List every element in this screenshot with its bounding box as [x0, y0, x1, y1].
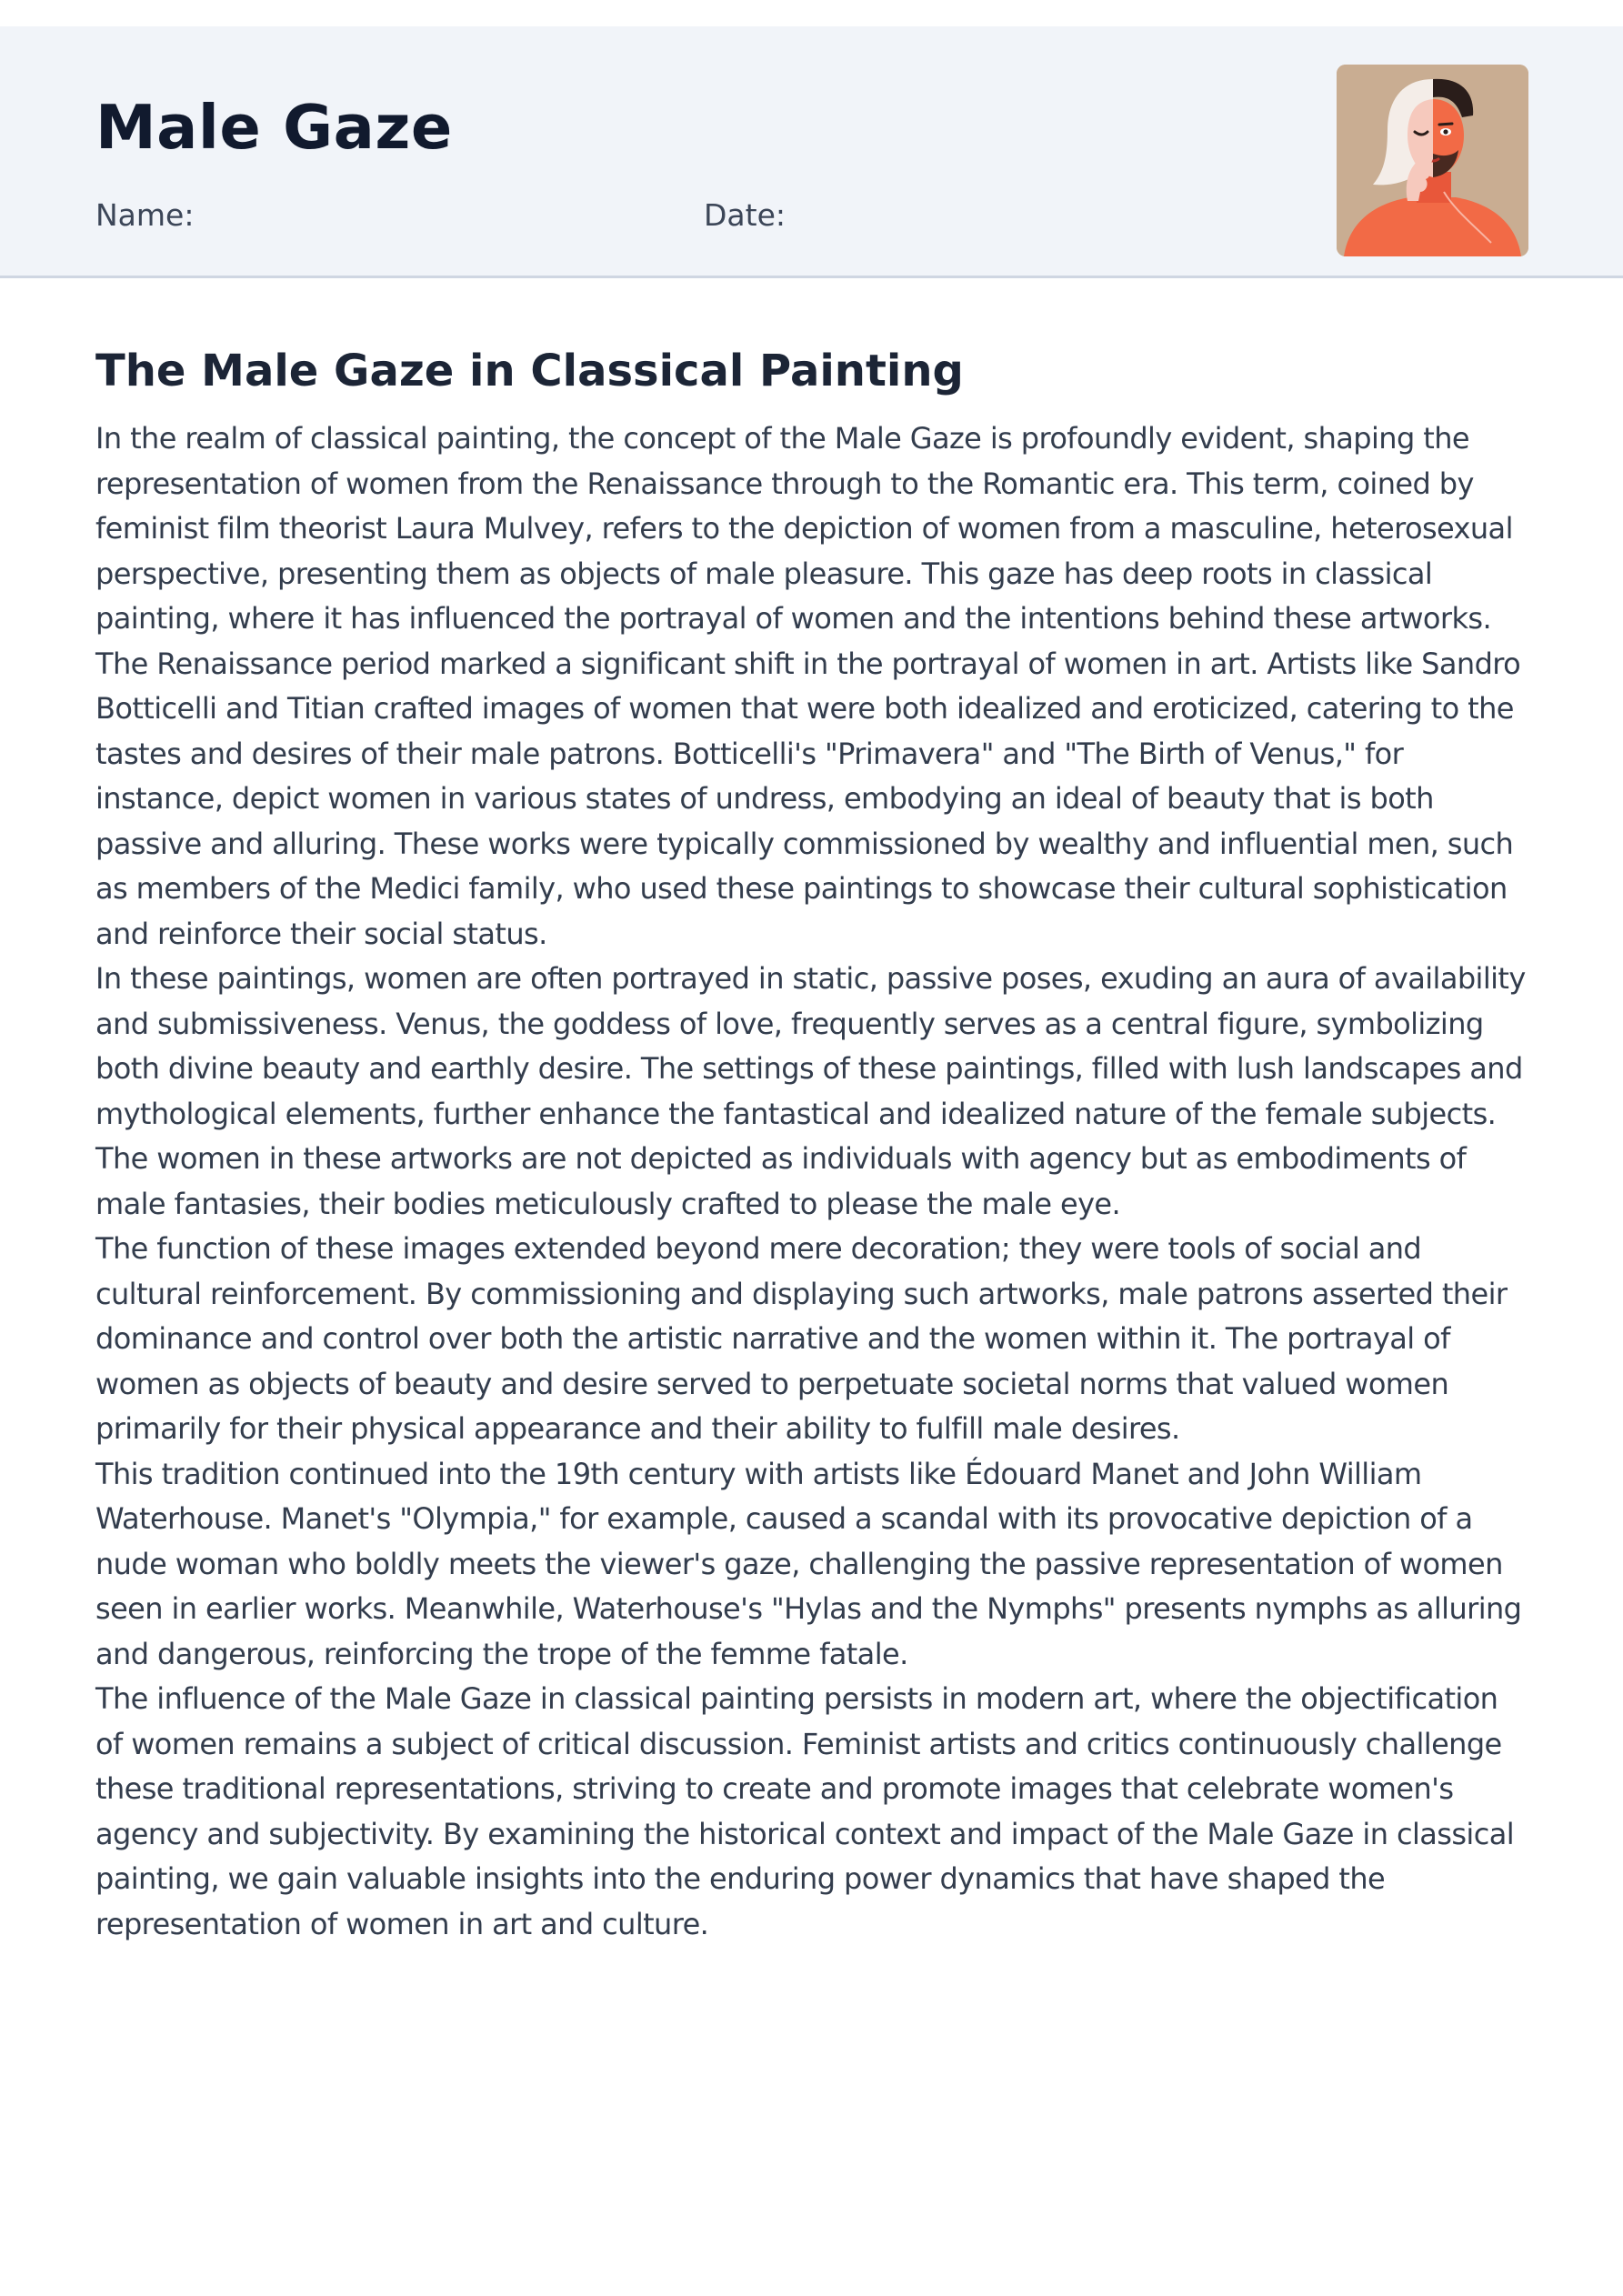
paragraph-4: The function of these images extended beyond mere decoration; they were tools of social and cultural reinforcement. By commissioning and displaying such artworks, male patrons asserted their dominance and control over both the artistic narrative and the women within it. The portrayal of women as objects of beauty and desire served to perpetuate societal norms that valued women primarily for their physical appearance and their ability to fulfill male desires. [95, 1231, 1508, 1446]
page-header [0, 26, 1623, 278]
paragraph-2: The Renaissance period marked a significant shift in the portrayal of women in art. Artists like Sandro Botticelli and Titian crafted images of women that were both idealized and eroticized, catering to the tastes and desires of their male patrons. Botticelli's "Primavera" and "The Birth of Venus," for instance, depict women in various states of undress, embodying an ideal of beauty that is both passive and alluring. These works were typically commissioned by wealthy and influential men, such as members of the Medici family, who used these paintings to showcase their cultural sophistication and reinforce their social status. [95, 646, 1521, 951]
paragraph-6: The influence of the Male Gaze in classical painting persists in modern art, where the objectification of women remains a subject of critical discussion. Feminist artists and critics continuously challenge these traditional representations, striving to create and promote images that celebrate women's agency and subjectivity. By examining the historical context and impact of the Male Gaze in classical painting, we gain valuable insights into the enduring power dynamics that have shaped the representation of women in art and culture. [95, 1681, 1514, 1941]
split-face-portrait-illustration [1337, 65, 1528, 256]
date-field-label: Date: [704, 197, 786, 233]
name-field-label: Name: [95, 197, 195, 233]
article-body [95, 344, 1530, 1947]
paragraph-3: In these paintings, women are often portrayed in static, passive poses, exuding an aura of availability and submissiveness. Venus, the goddess of love, frequently serves as a central figure, symbolizing both divine beauty and earthly desire. The settings of these paintings, filled with lush landscapes and mythological elements, further enhance the fantastical and idealized nature of the female subjects. The women in these artworks are not depicted as individuals with agency but as embodiments of male fantasies, their bodies meticulously crafted to please the male eye. [95, 961, 1526, 1221]
paragraph-1: In the realm of classical painting, the concept of the Male Gaze is profoundly evident, shaping the representation of women from the Renaissance through to the Romantic era. This term, coined by feminist film theorist Laura Mulvey, refers to the depiction of women from a masculine, heterosexual perspective, presenting them as objects of male pleasure. This gaze has deep roots in classical painting, where it has influenced the portrayal of women and the intentions behind these artworks. [95, 421, 1513, 636]
paragraph-5: This tradition continued into the 19th century with artists like Édouard Manet and John William Waterhouse. Manet's "Olympia," for example, caused a scandal with its provocative depiction of a nude woman who boldly meets the viewer's gaze, challenging the passive representation of women seen in earlier works. Meanwhile, Waterhouse's "Hylas and the Nymphs" presents nymphs as alluring and dangerous, reinforcing the trope of the femme fatale. [95, 1456, 1522, 1671]
page-title: Male Gaze [95, 92, 453, 163]
section-heading: The Male Gaze in Classical Painting [95, 346, 964, 396]
